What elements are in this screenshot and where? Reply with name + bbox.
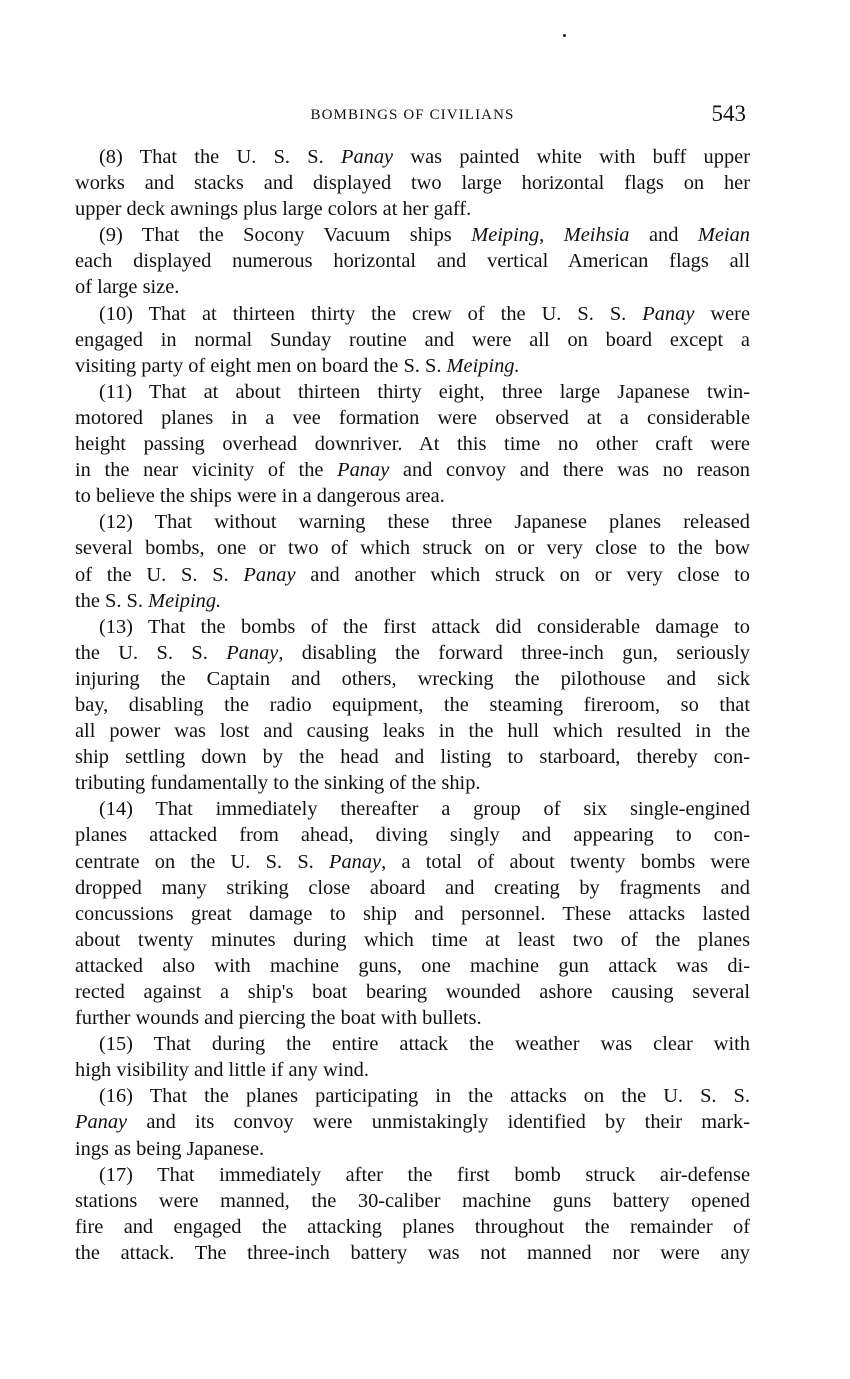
text-line: motored planes in a vee formation were observed at a considerable <box>75 406 750 429</box>
text-line: several bombs, one or two of which struck on or very close to the bow <box>75 537 750 560</box>
italic-ship-name: Meiping. <box>148 589 222 612</box>
text-line: (15) That during the entire attack the weather was clear with <box>99 1033 750 1056</box>
text-line: all power was lost and causing leaks in the hull which resulted in the <box>75 720 750 743</box>
italic-ship-name: Panay <box>243 563 296 586</box>
text-line: of the U. S. S. Panay and another which struck on or very close to <box>75 563 750 586</box>
paragraph <box>75 1083 750 1161</box>
text-line: Panay and its convoy were unmistakingly identified by their mark- <box>75 1111 750 1134</box>
text-line: bay, disabling the radio equipment, the steaming fireroom, so that <box>75 693 750 716</box>
italic-ship-name: Panay <box>340 146 394 168</box>
stray-ink-mark <box>563 34 566 37</box>
text-line: tributing fundamentally to the sinking of the ship. <box>75 772 481 795</box>
text-line: about twenty minutes during which time at least two of the planes <box>75 928 750 951</box>
text-line: dropped many striking close aboard and creating by fragments and <box>75 876 750 899</box>
italic-ship-name: Meian <box>697 224 750 247</box>
text-line: the S. S. Meiping. <box>75 589 222 612</box>
body-text <box>75 144 750 1266</box>
running-title: BOMBINGS OF CIVILIANS <box>310 107 515 123</box>
paragraph <box>75 222 750 300</box>
text-line: the U. S. S. Panay, disabling the forward three-inch gun, seriously <box>75 641 750 664</box>
italic-ship-name: Panay <box>642 302 695 325</box>
text-line: engaged in normal Sunday routine and were all on board except a <box>75 328 750 351</box>
text-line: works and stacks and displayed two large horizontal flags on her <box>75 172 750 195</box>
text-line: (8) That the U. S. S. Panay was painted white with buff upper <box>99 146 750 168</box>
text-line: further wounds and piercing the boat with bullets. <box>75 1007 482 1030</box>
italic-ship-name: Panay <box>329 850 382 873</box>
text-line: ship settling down by the head and listing to starboard, thereby con- <box>75 746 750 769</box>
text-line: (12) That without warning these three Japanese planes released <box>99 511 750 534</box>
italic-ship-name: Meihsia <box>563 224 630 247</box>
text-line: high visibility and little if any wind. <box>75 1059 369 1082</box>
italic-ship-name: Meiping. <box>446 354 520 377</box>
text-line: (13) That the bombs of the first attack did considerable damage to <box>99 615 750 638</box>
paragraph <box>75 379 750 509</box>
text-line: the attack. The three-inch battery was not manned nor were any <box>75 1241 750 1264</box>
text-line: in the near vicinity of the Panay and convoy and there was no reason <box>75 459 751 482</box>
text-line: of large size. <box>75 276 180 299</box>
paragraph <box>75 1162 750 1266</box>
italic-ship-name: Panay <box>226 641 279 664</box>
text-line: (14) That immediately thereafter a group of six single-engined <box>99 798 750 821</box>
running-header <box>75 101 750 131</box>
italic-ship-name: Meiping <box>471 224 540 247</box>
page-number: 543 <box>711 101 746 126</box>
text-line: stations were manned, the 30-caliber machine guns battery opened <box>75 1189 750 1212</box>
paragraph <box>75 1031 750 1083</box>
text-line: injuring the Captain and others, wrecking the pilothouse and sick <box>75 667 750 690</box>
text-line: (16) That the planes participating in the attacks on the U. S. S. <box>99 1085 750 1108</box>
text-line: visiting party of eight men on board the S. S. Meiping. <box>75 354 520 377</box>
text-line: (9) That the Socony Vacuum ships Meiping, Meihsia and Meian <box>99 224 750 247</box>
text-line: fire and engaged the attacking planes throughout the remainder of <box>75 1215 750 1238</box>
paragraph <box>75 614 750 797</box>
paragraph <box>75 796 750 1031</box>
text-line: centrate on the U. S. S. Panay, a total of about twenty bombs were <box>75 850 750 873</box>
text-line: height passing overhead downriver. At this time no other craft were <box>75 433 750 456</box>
text-line: planes attacked from ahead, diving singly and appearing to con- <box>75 824 750 847</box>
paragraph <box>75 144 750 222</box>
text-line: (17) That immediately after the first bomb struck air-defense <box>99 1163 750 1186</box>
text-line: to believe the ships were in a dangerous area. <box>75 485 445 508</box>
text-line: concussions great damage to ship and personnel. These attacks lasted <box>75 902 750 925</box>
text-line: ings as being Japanese. <box>75 1137 265 1160</box>
paragraph <box>75 301 750 379</box>
paragraph <box>75 509 750 613</box>
text-line: each displayed numerous horizontal and vertical American flags all <box>75 250 750 273</box>
text-line: (11) That at about thirteen thirty eight, three large Japanese twin- <box>99 380 750 403</box>
italic-ship-name: Panay <box>337 459 390 482</box>
italic-ship-name: Panay <box>75 1111 128 1134</box>
text-line: upper deck awnings plus large colors at her gaff. <box>75 198 472 221</box>
text-line: (10) That at thirteen thirty the crew of the U. S. S. Panay were <box>99 302 750 325</box>
text-line: attacked also with machine guns, one machine gun attack was di- <box>75 954 750 977</box>
text-line: rected against a ship's boat bearing wounded ashore causing several <box>75 981 750 1003</box>
